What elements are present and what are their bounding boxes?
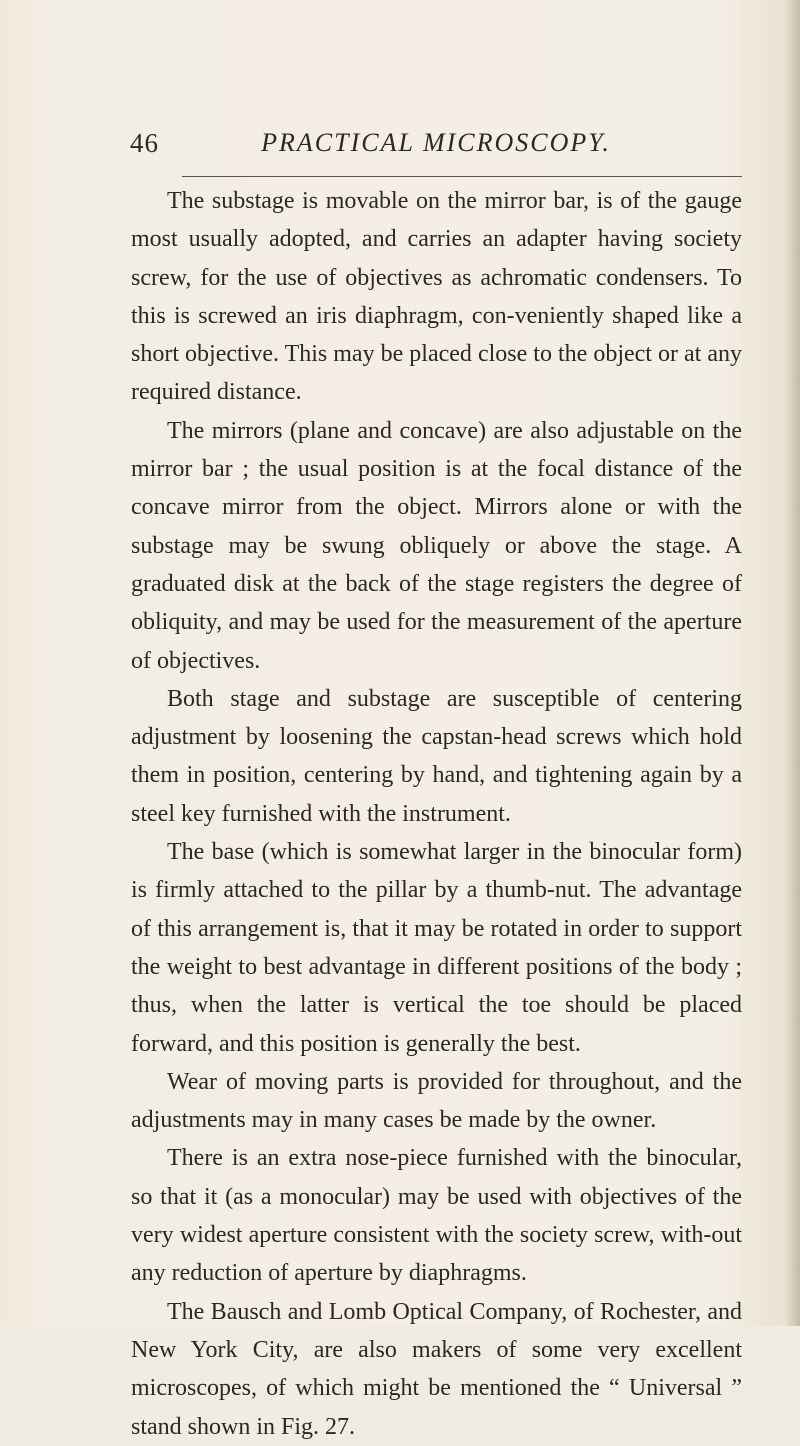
paragraph-substage: The substage is movable on the mirror bar, is of the gauge most usually adopted, and carries an adapter having society screw, for the use of objectives as achromatic condensers. To this is screwed an iris diaphragm, con-veniently shaped like a short objective. This may be placed close to the object or at any required distance. (131, 188, 742, 406)
paragraph-base: The base (which is somewhat larger in the binocular form) is firmly attached to the pillar by a thumb-nut. The advantage of this arrangement is, that it may be rotated in order to support the weight to best advantage in different positions of the body ; thus, when the latter is vertical the toe should be placed forward, and this position is generally the best. (131, 839, 742, 1057)
header-rule (182, 176, 742, 177)
paragraph-bausch-lomb: The Bausch and Lomb Optical Company, of Rochester, and New York City, are also makers of some very excellent microscopes, of which might be mentioned the “ Universal ” stand shown in Fig. 27. (131, 1298, 742, 1440)
page-number: 46 (130, 128, 159, 158)
paragraph-wear: Wear of moving parts is provided for throughout, and the adjustments may in many cases be made by the owner. (131, 1068, 742, 1134)
page-edge-shadow (786, 0, 800, 1326)
paragraph-mirrors: The mirrors (plane and concave) are also adjustable on the mirror bar ; the usual position is at the focal distance of the concave mirror from the object. Mirrors alone or with the substage may be swung obliquely or above the stage. A graduated disk at the back of the stage registers the degree of obliquity, and may be used for the measurement of the aperture of objectives. (131, 417, 742, 674)
page-header (130, 128, 742, 168)
running-head: PRACTICAL MICROSCOPY. (261, 128, 611, 157)
paragraph-nose-piece: There is an extra nose-piece furnished with the binocular, so that it (as a monocular) may be used with objectives of the very widest aperture consistent with the society screw, with-out any reduction of aperture by diaphragms. (131, 1145, 742, 1287)
paragraph-centering: Both stage and substage are susceptible of centering adjustment by loosening the capstan-head screws which hold them in position, centering by hand, and tightening again by a steel key furnished with the instrument. (131, 685, 742, 827)
body-text (131, 182, 742, 1446)
